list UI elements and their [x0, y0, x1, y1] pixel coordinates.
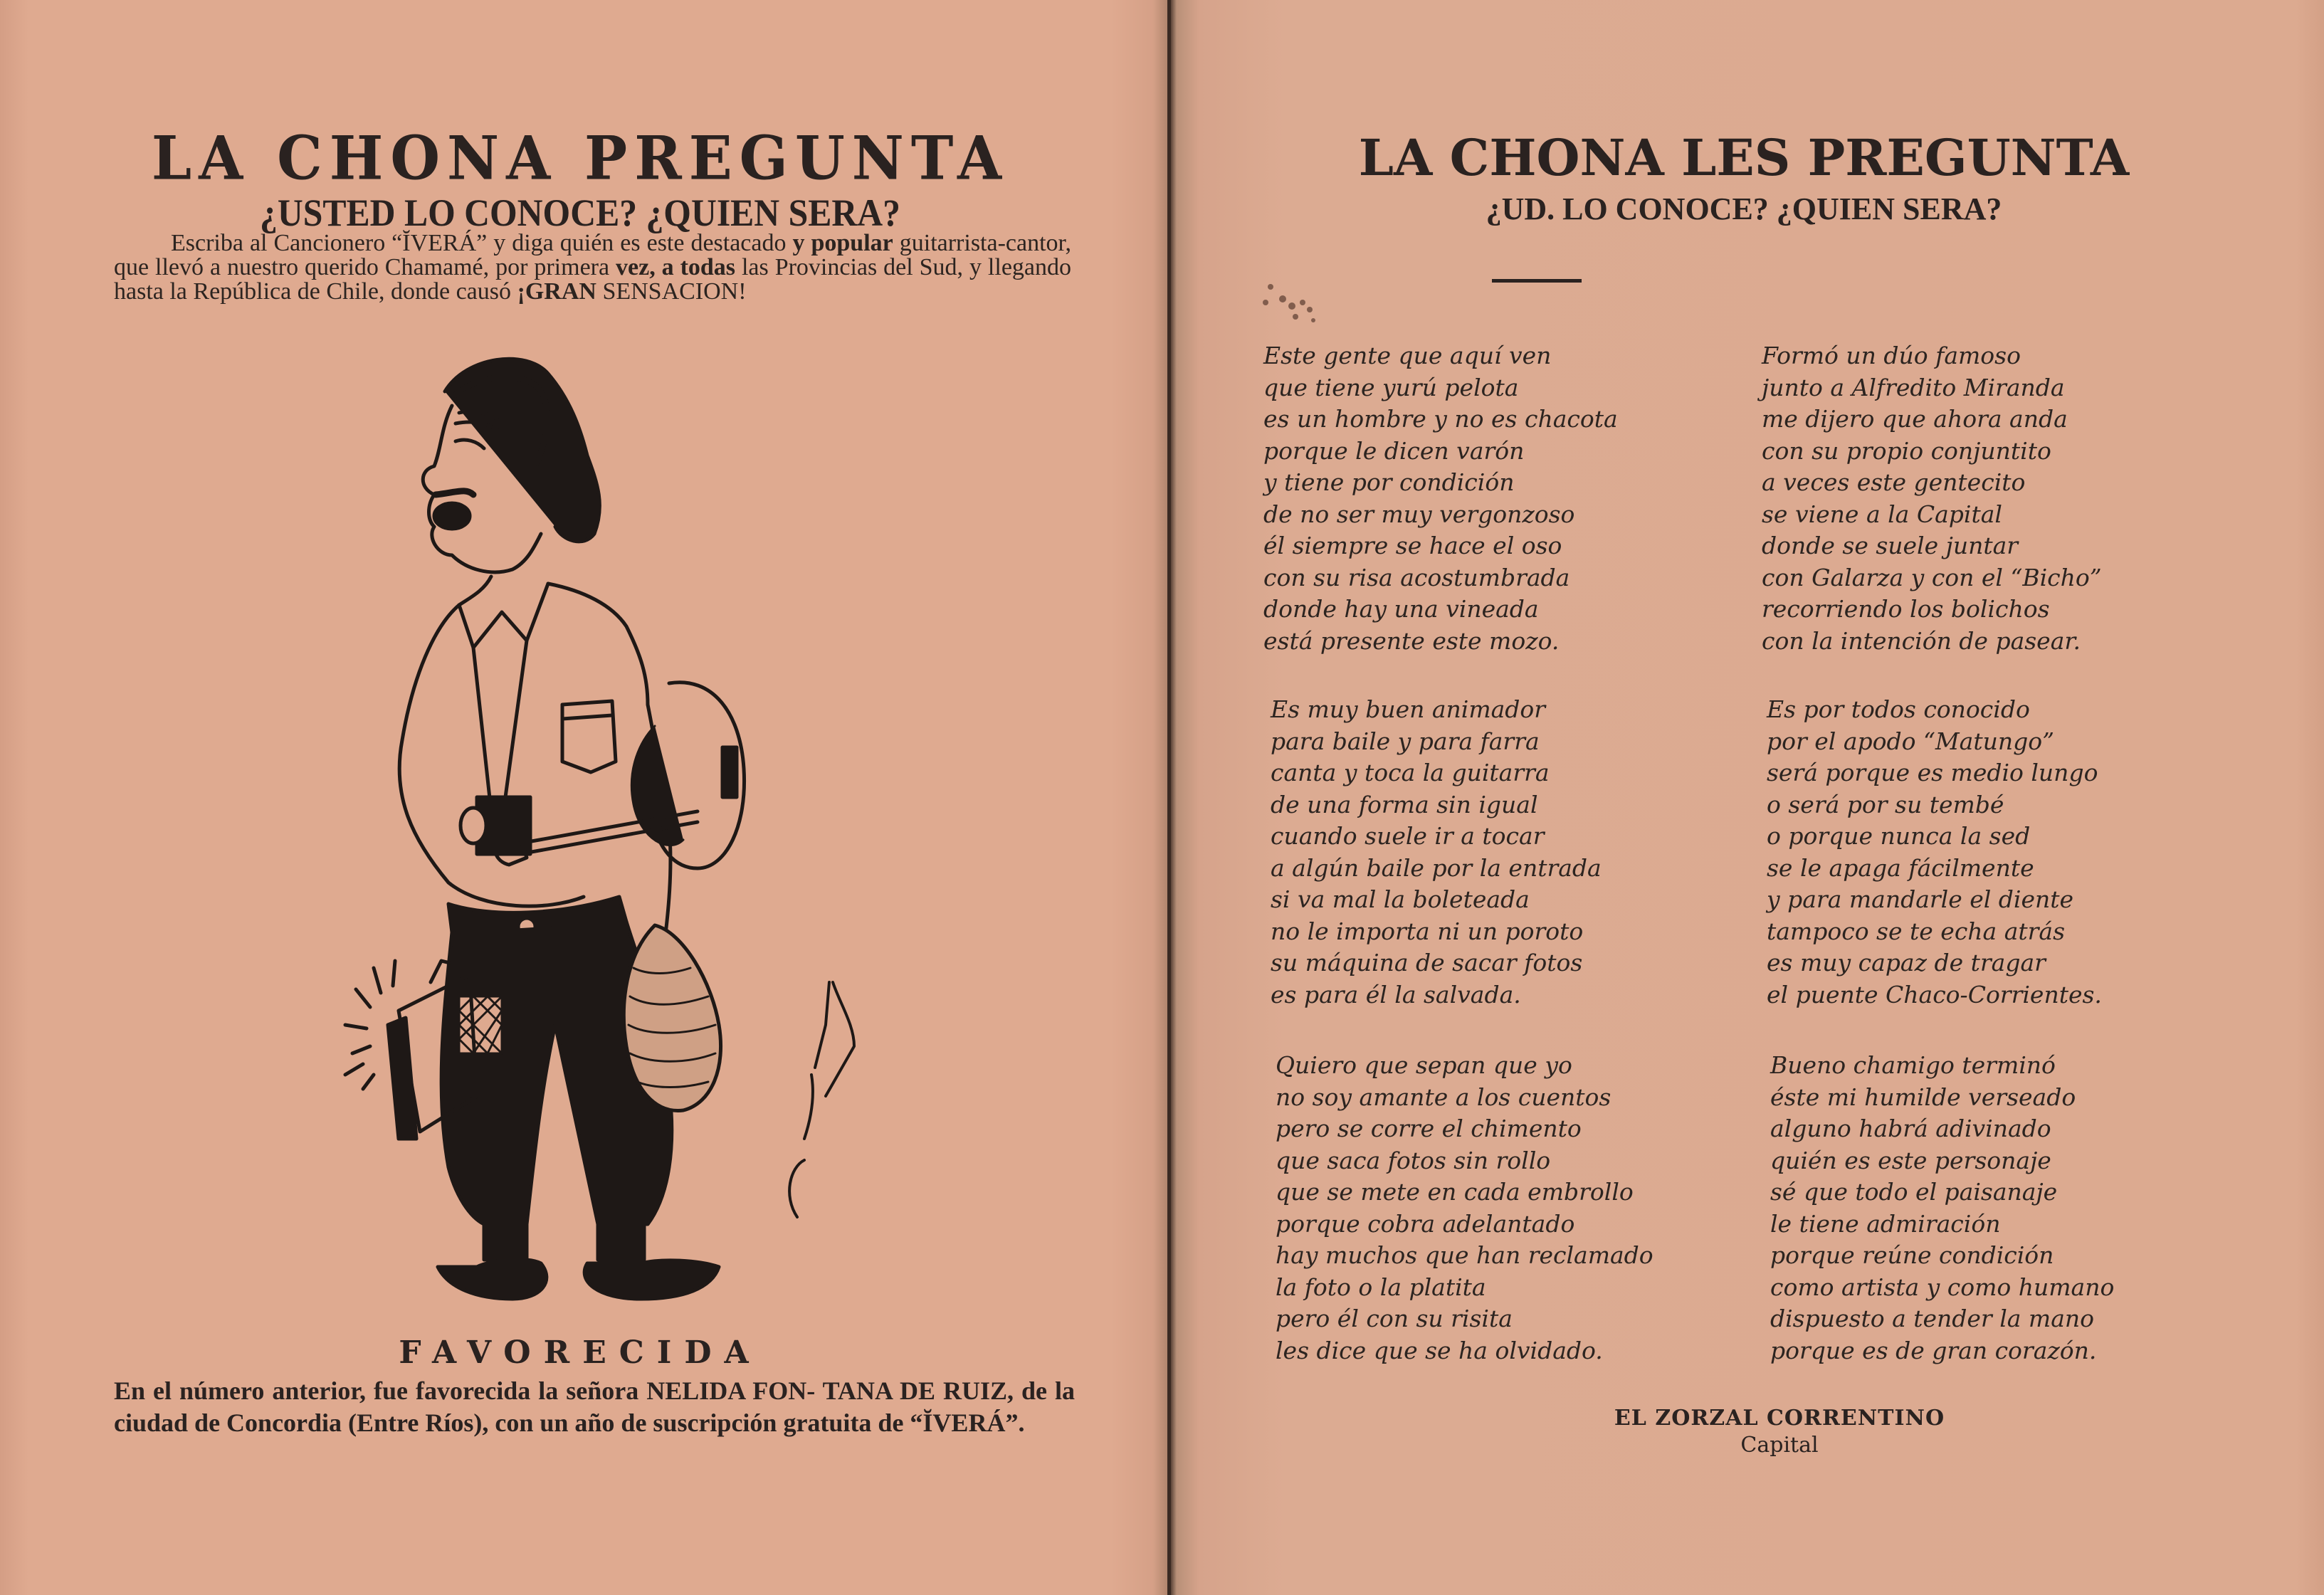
verse-line: y tiene por condición	[1263, 468, 1515, 496]
verse-line: hay muchos que han reclamado	[1276, 1241, 1653, 1269]
verse-line: quién es este personaje	[1770, 1146, 2051, 1174]
favorecida-title: FAVORECIDA	[399, 1335, 762, 1371]
verse-line: y para mandarle el diente	[1767, 885, 2074, 913]
verse-line: éste mi humilde verseado	[1770, 1083, 2076, 1111]
verse-line: o porque nunca la sed	[1767, 822, 2031, 850]
intro-text-5: las Provincias del Sud, y llegando hasta la República de Chile, donde causó	[114, 254, 1072, 305]
verse-line: con su risa acostumbrada	[1263, 563, 1570, 591]
intro-text-4: vez, a todas	[616, 254, 736, 280]
favorecida-text: En el número anterior, fue favorecida la señora NELIDA FON- TANA DE RUIZ, de la ciudad de Concordia (Entre Ríos), con un año de suscripción gratuita de “ĬVERÁ”.	[114, 1376, 1075, 1437]
stanza-4	[1767, 694, 2102, 1011]
verse-line: pero él con su risita	[1276, 1305, 1513, 1332]
intro-text-2: y popular	[792, 230, 893, 256]
verse-line: sé que todo el paisanaje	[1770, 1178, 2058, 1206]
verse-line: canta y toca la guitarra	[1271, 759, 1550, 786]
verse-line: no soy amante a los cuentos	[1276, 1083, 1611, 1111]
verse-line: donde se suele juntar	[1762, 532, 2019, 559]
verse-line: Bueno chamigo terminó	[1770, 1051, 2056, 1079]
verse-line: se le apaga fácilmente	[1767, 853, 2034, 882]
verse-line: junto a Alfredito Miranda	[1762, 373, 2065, 401]
verse-line: para baile y para farra	[1271, 727, 1540, 755]
verse-line: Es por todos conocido	[1767, 695, 2030, 723]
verse-line: porque le dicen varón	[1263, 436, 1525, 465]
verse-line: con su propio conjuntito	[1762, 436, 2051, 465]
verse-line: porque reúne condición	[1770, 1241, 2054, 1269]
verse-line: porque cobra adelantado	[1276, 1209, 1575, 1238]
stanza-1	[1263, 340, 1618, 657]
intro-text-3: guitarrista-cantor, que llevó a nuestro querido Chamamé, por primera	[114, 230, 1071, 280]
verse-line: es para él la salvada.	[1271, 980, 1521, 1009]
verse-line: donde hay una vineada	[1263, 595, 1539, 623]
verse-line: que se mete en cada embrollo	[1276, 1178, 1634, 1206]
intro-text-1: Escriba al Cancionero “ĬVERÁ” y diga quién es este destacado	[171, 230, 793, 256]
verse-line: será porque es medio lungo	[1767, 759, 2098, 786]
title-divider-rule	[1492, 279, 1582, 283]
left-page-title: LA CHONA PREGUNTA	[151, 122, 1009, 194]
verse-line: Es muy buen animador	[1271, 695, 1546, 723]
verse-line: le tiene admiración	[1770, 1209, 2001, 1238]
poem-author-place: Capital	[1740, 1433, 1819, 1458]
verse-line: a algún baile por la entrada	[1271, 853, 1602, 882]
verse-line: está presente este mozo.	[1263, 626, 1560, 655]
verse-line: es un hombre y no es chacota	[1263, 405, 1618, 433]
right-page-title: LA CHONA LES PREGUNTA	[1358, 128, 2130, 187]
stanza-3	[1271, 694, 1602, 1011]
stanza-2	[1762, 340, 2102, 657]
intro-text-7: SENSACION!	[596, 278, 747, 305]
verse-line: me dijero que ahora anda	[1762, 405, 2068, 433]
verse-line: cuando suele ir a tocar	[1271, 822, 1545, 850]
verse-line: se viene a la Capital	[1762, 500, 2002, 528]
intro-paragraph	[114, 231, 1071, 304]
verse-line: con la intención de pasear.	[1762, 626, 2081, 655]
verse-line: por el apodo “Matungo”	[1767, 727, 2054, 755]
verse-line: su máquina de sacar fotos	[1271, 949, 1583, 977]
verse-line: porque es de gran corazón.	[1770, 1336, 2097, 1364]
verse-line: es muy capaz de tragar	[1767, 949, 2046, 977]
poem-author: EL ZORZAL CORRENTINO	[1614, 1406, 1945, 1431]
verse-line: con Galarza y con el “Bicho”	[1762, 563, 2102, 591]
verse-line: que tiene yurú pelota	[1263, 373, 1519, 401]
right-page-subtitle: ¿UD. LO CONOCE? ¿QUIEN SERA?	[1486, 191, 2002, 226]
verse-line: les dice que se ha olvidado.	[1276, 1336, 1603, 1364]
verse-line: tampoco se te echa atrás	[1767, 917, 2066, 945]
stanza-6	[1770, 1050, 2114, 1367]
verse-line: Quiero que sepan que yo	[1276, 1051, 1572, 1079]
verse-line: él siempre se hace el oso	[1263, 532, 1562, 559]
verse-line: la foto o la platita	[1276, 1273, 1486, 1301]
stanza-5	[1276, 1050, 1653, 1367]
ink-smudge	[1253, 281, 1338, 324]
verse-line: dispuesto a tender la mano	[1770, 1305, 2095, 1332]
verse-line: Este gente que aquí ven	[1263, 342, 1552, 369]
verse-line: no le importa ni un poroto	[1271, 917, 1584, 945]
verse-line: a veces este gentecito	[1762, 468, 2026, 496]
verse-line: Formó un dúo famoso	[1762, 342, 2021, 369]
verse-line: recorriendo los bolichos	[1762, 595, 2050, 623]
verse-line: si va mal la boleteada	[1271, 885, 1530, 913]
verse-line: que saca fotos sin rollo	[1276, 1146, 1551, 1174]
verse-line: pero se corre el chimento	[1276, 1115, 1582, 1142]
verse-line: como artista y como humano	[1770, 1273, 2115, 1301]
verse-line: o será por su tembé	[1767, 790, 2004, 818]
verse-line: el puente Chaco-Corrientes.	[1767, 980, 2102, 1009]
intro-text-6: ¡GRAN	[517, 278, 596, 305]
left-page-subtitle: ¿USTED LO CONOCE? ¿QUIEN SERA?	[260, 191, 900, 234]
verse-line: de no ser muy vergonzoso	[1263, 500, 1575, 528]
verse-line: alguno habrá adivinado	[1770, 1115, 2051, 1142]
caricature-illustration	[313, 342, 897, 1324]
verse-line: de una forma sin igual	[1271, 790, 1538, 818]
